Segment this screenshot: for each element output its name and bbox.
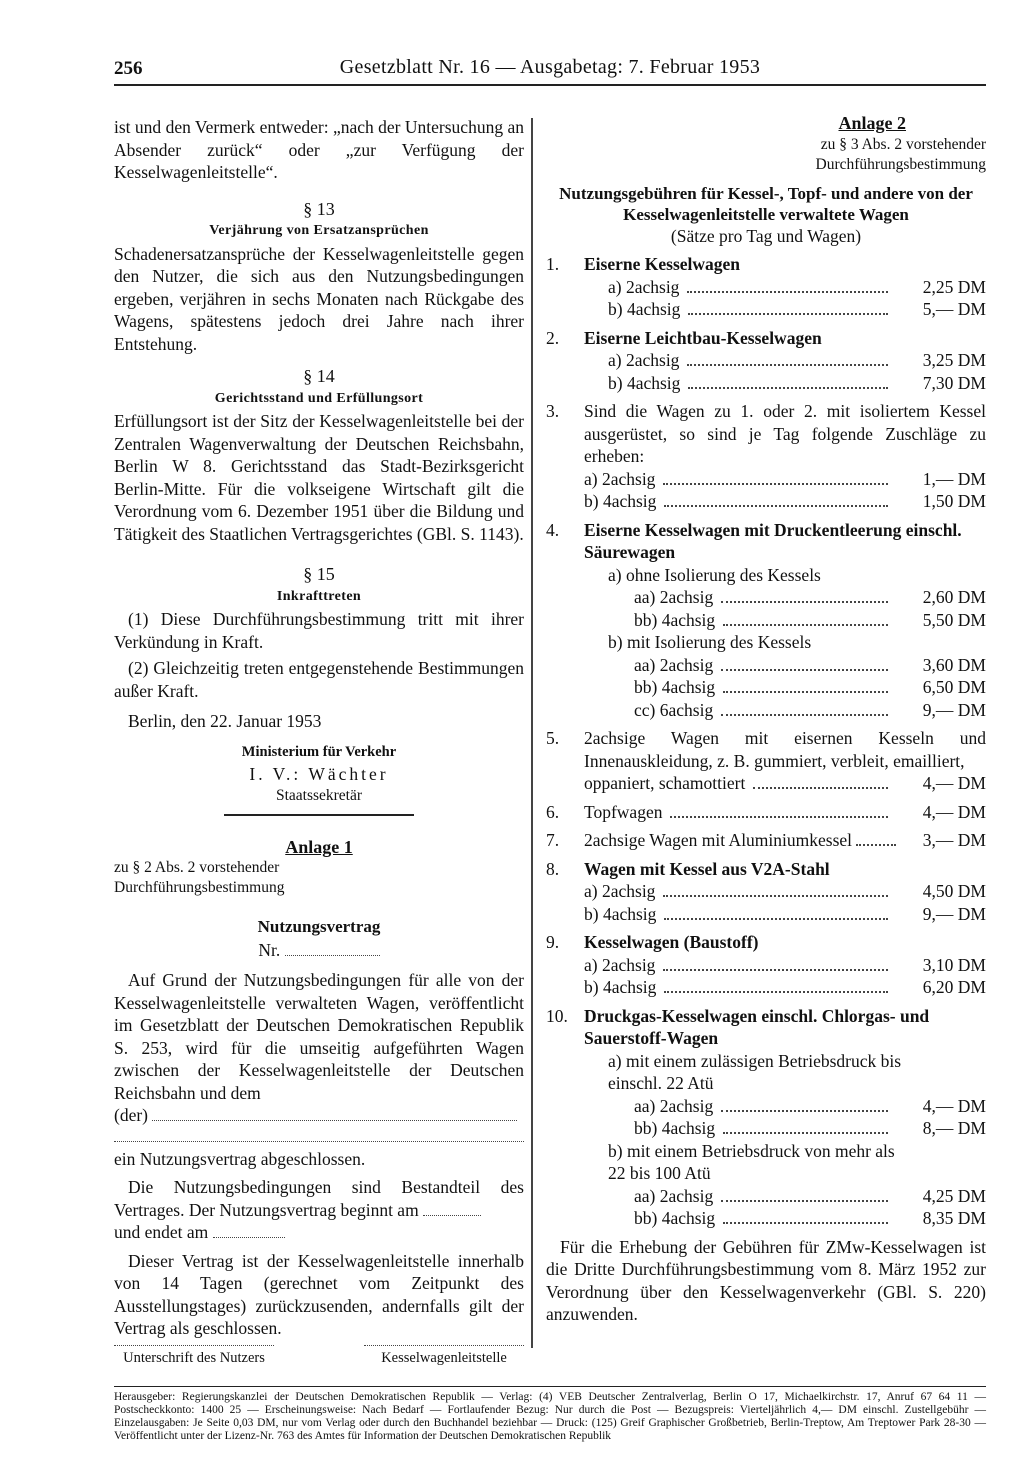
rate-label: 2achsige Wagen mit Aluminiumkessel (584, 830, 853, 850)
rate-value: 2,25 DM (922, 276, 986, 297)
anlage-2-title: Anlage 2 (838, 113, 906, 133)
publisher-footer: Herausgeber: Regierungskanzlei der Deutschen Demokratischen Republik — Verlag: (4) VEB Deutscher Zentralverlag, Berlin O 17, Michaelkirchstr. 17, Anruf 67 64 11 — Postscheckkonto: 1400 25 — Erscheinungsweise: Nach Bedarf — Fortlaufender Bezug: Nur durch die Post — Bezugspreis: Vierteljährlich 4,— DM einschl. Zustellgebühr — Einzelausgaben: Je Seite 0,03 DM, nur vom Verlag oder durch den Buchhandel beziehbar — Druck: (125) Greif Graphischer Großbetrieb, Berlin-Treptow, Am Treptower Park 28-30 — Veröffentlicht unter der Lizenz-Nr. 763 des Amtes für Information der Deutschen Demokratischen Republik (114, 1386, 986, 1443)
rate-label: b) 4achsig (608, 372, 681, 393)
item-title: Eiserne Kesselwagen mit Druckentleerung einschl. Säurewagen (584, 519, 962, 562)
signer-title: Staatssekretär (275, 786, 363, 804)
fee-item-3 (546, 400, 986, 513)
fee-item-5 (546, 727, 986, 795)
left-column (114, 116, 524, 1340)
rate-label: a) 2achsig (584, 881, 656, 901)
section-13-text: Schadenersatzansprüche der Kesselwagenleitstelle gegen den Nutzer, die sich aus den Nutzungsbedingungen ergeben, verjähren in sechs Monaten nach Rückgabe des Wagens, spätestens jedoch drei Jahre nach ihrer Entstehung. (114, 243, 524, 354)
ministry-name: Ministerium für Verkehr (241, 743, 397, 760)
rate-row (584, 1117, 986, 1140)
rate-label: bb) 4achsig (634, 677, 716, 697)
rate-value: 7,30 DM (922, 372, 986, 393)
contract-paragraph-2 (114, 1176, 524, 1221)
rate-label: a) 2achsig (608, 350, 680, 370)
sub-heading: b) mit einem Betriebsdruck von mehr als 22 bis 100 Atü (608, 1140, 895, 1183)
rate-row (584, 609, 986, 632)
fee-item-10 (546, 1005, 986, 1230)
sub-heading: b) mit Isolierung des Kessels (608, 632, 812, 652)
rate-value: 1,50 DM (922, 491, 986, 511)
rate-value: 4,25 DM (922, 1185, 986, 1206)
rate-label: bb) 4achsig (634, 1118, 716, 1138)
right-column (546, 112, 986, 1326)
rate-value: 9,— DM (922, 903, 986, 924)
rate-label: b) 4achsig (584, 977, 657, 997)
item-number: 1. (546, 254, 560, 274)
section-13-subheading: Verjährung von Ersatzansprüchen (209, 223, 429, 238)
rate-row (584, 880, 986, 903)
rate-row (584, 654, 986, 677)
item-number: 8. (546, 858, 560, 879)
section-15-paragraph-2: (2) Gleichzeitig treten entgegenstehende Bestimmungen außer Kraft. (114, 658, 524, 701)
anlage-1-reference-line-1: zu § 2 Abs. 2 vorstehender (114, 859, 280, 876)
contract-party-blank (152, 1106, 517, 1121)
item-text: 2achsige Wagen mit eisernen Kesseln und Innenauskleidung, z. B. gummiert, verbleit, emailliert, (584, 728, 986, 771)
rate-value: 9,— DM (922, 699, 986, 720)
item-title: Wagen mit Kessel aus V2A-Stahl (584, 858, 830, 879)
item-title: Kesselwagen (Baustoff) (584, 932, 759, 952)
item-title: Eiserne Leichtbau-Kesselwagen (584, 327, 822, 348)
contract-number-label: Nr. (258, 939, 281, 960)
fee-item-1 (546, 253, 986, 321)
closing-paragraph: Für die Erhebung der Gebühren für ZMw-Kesselwagen ist die Dritte Durchführungsbestimmung vom 8. März 1952 zur Verordnung über den Kesselwagenverkehr (GBl. S. 220) anzuwenden. (546, 1236, 986, 1324)
rate-row (584, 468, 986, 491)
rate-label: aa) 2achsig (634, 654, 714, 675)
rate-label: bb) 4achsig (634, 609, 716, 630)
contract-number-line (114, 939, 524, 962)
signature-rule (224, 814, 414, 816)
rate-row (584, 676, 986, 699)
contract-number-blank (285, 941, 380, 956)
rate-value: 1,— DM (922, 468, 986, 489)
rate-label: a) 2achsig (584, 954, 656, 975)
item-number: 7. (546, 830, 560, 850)
section-13-heading: § 13 (303, 198, 335, 219)
signature-user: Unterschrift des Nutzers (114, 1345, 274, 1367)
rate-value: 3,25 DM (922, 350, 986, 370)
contract-paragraph-1: Auf Grund der Nutzungsbedingungen für alle von der Kesselwagenleitstelle verwalteten Wagen, veröffentlicht im Gesetzblatt der Deutschen Demokratischen Republik S. 253, wird für die umseitig aufgeführten Wagen zwischen der Kesselwagenleitstelle der Deutschen Reichsbahn und dem (114, 970, 524, 1103)
fee-item-7 (546, 829, 986, 852)
rate-row (584, 276, 986, 299)
rate-value: 4,50 DM (922, 881, 986, 901)
contract-paragraph-3: Dieser Vertrag ist der Kesselwagenleitstelle innerhalb von 14 Tagen (gerechnet vom Zeitpunkt des Ausstellungstages) zurückzusenden, andernfalls gilt der Vertrag als geschlossen. (114, 1250, 524, 1338)
rate-row (584, 976, 986, 999)
item-number: 3. (546, 401, 560, 421)
rate-row (584, 1207, 986, 1230)
item-title: Druckgas-Kesselwagen einschl. Chlorgas- und Sauerstoff-Wagen (584, 1005, 930, 1048)
rate-value: 3,60 DM (922, 654, 986, 675)
rate-row (584, 1185, 986, 1208)
signature-office: Kesselwagenleitstelle (364, 1345, 524, 1367)
rate-value: 6,20 DM (922, 977, 986, 997)
fee-item-8 (546, 858, 986, 926)
item-number: 10. (546, 1005, 568, 1026)
rate-label: b) 4achsig (584, 903, 657, 924)
section-14-heading: § 14 (303, 366, 335, 386)
sub-heading: a) mit einem zulässigen Betriebsdruck bis einschl. 22 Atü (608, 1050, 902, 1093)
rate-value: 8,— DM (922, 1118, 986, 1138)
contract-title: Nutzungsvertrag (257, 917, 381, 936)
rate-label: a) 2achsig (584, 468, 656, 489)
page-header (114, 54, 986, 86)
rate-label: Topfwagen (584, 801, 663, 822)
rate-value: 8,35 DM (922, 1208, 986, 1228)
section-15-heading: § 15 (303, 564, 335, 584)
rate-row (584, 954, 986, 977)
anlage-1-reference-line-2: Durchführungsbestimmung (114, 879, 285, 896)
anlage-2-reference-line-1: zu § 3 Abs. 2 vorstehender (820, 135, 986, 153)
section-14-subheading: Gerichtsstand und Erfüllungsort (214, 390, 424, 406)
sub-heading: a) ohne Isolierung des Kessels (608, 564, 821, 585)
item-title: Eiserne Kesselwagen (584, 254, 741, 274)
rate-row (584, 903, 986, 926)
fee-item-4 (546, 519, 986, 722)
contract-party-line (114, 1104, 524, 1127)
item-number: 5. (546, 728, 560, 748)
item-number: 4. (546, 519, 560, 540)
item-text: Sind die Wagen zu 1. oder 2. mit isoliertem Kessel ausgerüstet, so sind je Tag folgende Zuschläge zu erheben: (584, 401, 986, 466)
contract-end-blank (213, 1223, 285, 1238)
rate-value: 5,— DM (922, 299, 986, 319)
intro-paragraph: ist und den Vermerk entweder: „nach der Untersuchung an Absender zurück“ oder „zur Verfügung der Kesselwagenleitstelle“. (114, 117, 524, 182)
page-number: 256 (114, 58, 143, 79)
contract-party-label: (der) (114, 1105, 149, 1125)
fee-item-9 (546, 931, 986, 999)
item-number: 9. (546, 932, 560, 952)
contract-party-blank-2 (114, 1127, 524, 1142)
anlage-1-title: Anlage 1 (285, 836, 353, 857)
rate-row (584, 490, 986, 513)
rate-row (584, 298, 986, 321)
rate-label: aa) 2achsig (634, 1185, 714, 1206)
rate-value: 2,60 DM (922, 587, 986, 607)
signer-name: I. V.: Wächter (249, 764, 389, 784)
rate-row (584, 349, 986, 372)
rate-label: b) 4achsig (584, 491, 657, 511)
contract-begin-blank (423, 1201, 481, 1216)
contract-end-text: und endet am (114, 1222, 209, 1242)
rate-label: aa) 2achsig (634, 1095, 714, 1116)
rate-label: a) 2achsig (608, 276, 680, 297)
contract-begin-text: Die Nutzungsbedingungen sind Bestandteil des Vertrages. Der Nutzungsvertrag beginnt am (114, 1177, 524, 1220)
rate-row (584, 586, 986, 609)
gazette-title: Gesetzblatt Nr. 16 — Ausgabetag: 7. Februar 1953 (339, 56, 761, 78)
rate-label: bb) 4achsig (634, 1208, 716, 1228)
rate-row (584, 829, 986, 852)
contract-closed-line: ein Nutzungsvertrag abgeschlossen. (114, 1148, 366, 1169)
rate-label: oppaniert, schamottiert (584, 773, 746, 793)
rate-value: 4,— DM (922, 801, 986, 822)
item-number: 6. (546, 801, 560, 822)
item-number: 2. (546, 327, 560, 348)
anlage-2-reference-line-2: Durchführungsbestimmung (815, 155, 986, 173)
fee-table-title: Nutzungsgebühren für Kessel-, Topf- und andere von der Kesselwagenleitstelle verwaltete Wagen (559, 183, 973, 224)
rate-value: 5,50 DM (922, 609, 986, 630)
fee-item-6 (546, 801, 986, 824)
rate-value: 4,— DM (922, 773, 986, 793)
date-line: Berlin, den 22. Januar 1953 (128, 711, 322, 731)
rate-value: 4,— DM (922, 1095, 986, 1116)
fee-table-subtitle: (Sätze pro Tag und Wagen) (670, 225, 862, 246)
rate-row (584, 772, 986, 795)
rate-value: 3,10 DM (922, 954, 986, 975)
rate-label: cc) 6achsig (634, 699, 714, 720)
rate-row (584, 372, 986, 395)
section-14-text: Erfüllungsort ist der Sitz der Kesselwagenleitstelle bei der Zentralen Wagenverwaltung der Deutschen Reichsbahn, Berlin W 8. Gerichtsstand das Stadt-Bezirksgericht Berlin-Mitte. Für die volkseigene Wirtschaft gilt die Verordnung vom 6. Dezember 1951 über die Bildung und Tätigkeit des Staatlichen Vertragsgerichtes (GBl. S. 1143). (114, 411, 524, 544)
column-divider (531, 118, 533, 1348)
rate-row (584, 699, 986, 722)
contract-end-line (114, 1221, 524, 1244)
section-15-paragraph-1: (1) Diese Durchführungsbestimmung tritt mit ihrer Verkündung in Kraft. (114, 609, 524, 652)
rate-label: aa) 2achsig (634, 587, 714, 607)
rate-row (584, 801, 986, 824)
rate-value: 3,— DM (922, 830, 986, 850)
fee-item-2 (546, 327, 986, 395)
rate-row (584, 1095, 986, 1118)
rate-value: 6,50 DM (922, 677, 986, 697)
rate-label: b) 4achsig (608, 299, 681, 319)
section-15-subheading: Inkrafttreten (276, 588, 362, 604)
